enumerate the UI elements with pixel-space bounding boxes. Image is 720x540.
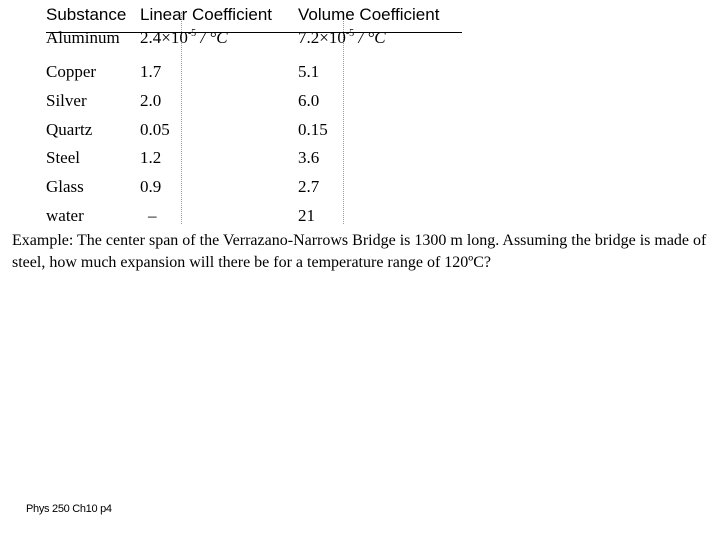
volume-cell <box>298 23 386 52</box>
linear-mantissa: 2.4×10 <box>140 28 188 47</box>
example-problem-text: Example: The center span of the Verrazano-Narrows Bridge is 1300 m long. Assuming the bridge is made of steel, how much expansion will there be for a temperature range of 120ºC? <box>12 232 707 271</box>
volume-exponent: -5 <box>345 28 355 39</box>
slide-footer: Phys 250 Ch10 p4 <box>26 503 112 515</box>
volume-cell: 5.1 <box>298 62 320 81</box>
linear-cell <box>140 23 228 52</box>
linear-cell: 1.7 <box>140 62 162 81</box>
substance-cell: Steel <box>46 148 80 167</box>
substance-cell: Silver <box>46 91 87 110</box>
linear-unit: / °C <box>196 28 228 47</box>
substance-cell: Quartz <box>46 120 93 139</box>
linear-cell: 1.2 <box>140 148 162 167</box>
header-substance: Substance <box>46 5 127 24</box>
volume-cell: 21 <box>298 206 315 225</box>
header-volume: Volume Coefficient <box>298 5 440 24</box>
linear-cell: 2.0 <box>140 91 162 110</box>
substance-cell: Glass <box>46 177 84 196</box>
linear-cell: 0.05 <box>140 120 170 139</box>
volume-cell: 3.6 <box>298 148 320 167</box>
substance-cell: Aluminum <box>46 28 120 47</box>
linear-cell: – <box>148 206 157 225</box>
volume-unit: / °C <box>354 28 386 47</box>
volume-cell: 0.15 <box>298 120 328 139</box>
volume-cell: 2.7 <box>298 177 320 196</box>
volume-mantissa: 7.2×10 <box>298 28 346 47</box>
substance-cell: water <box>46 206 84 225</box>
volume-cell: 6.0 <box>298 91 320 110</box>
header-linear: Linear Coefficient <box>140 5 272 24</box>
substance-cell: Copper <box>46 62 97 81</box>
linear-cell: 0.9 <box>140 177 162 196</box>
linear-exponent: -5 <box>187 28 197 39</box>
